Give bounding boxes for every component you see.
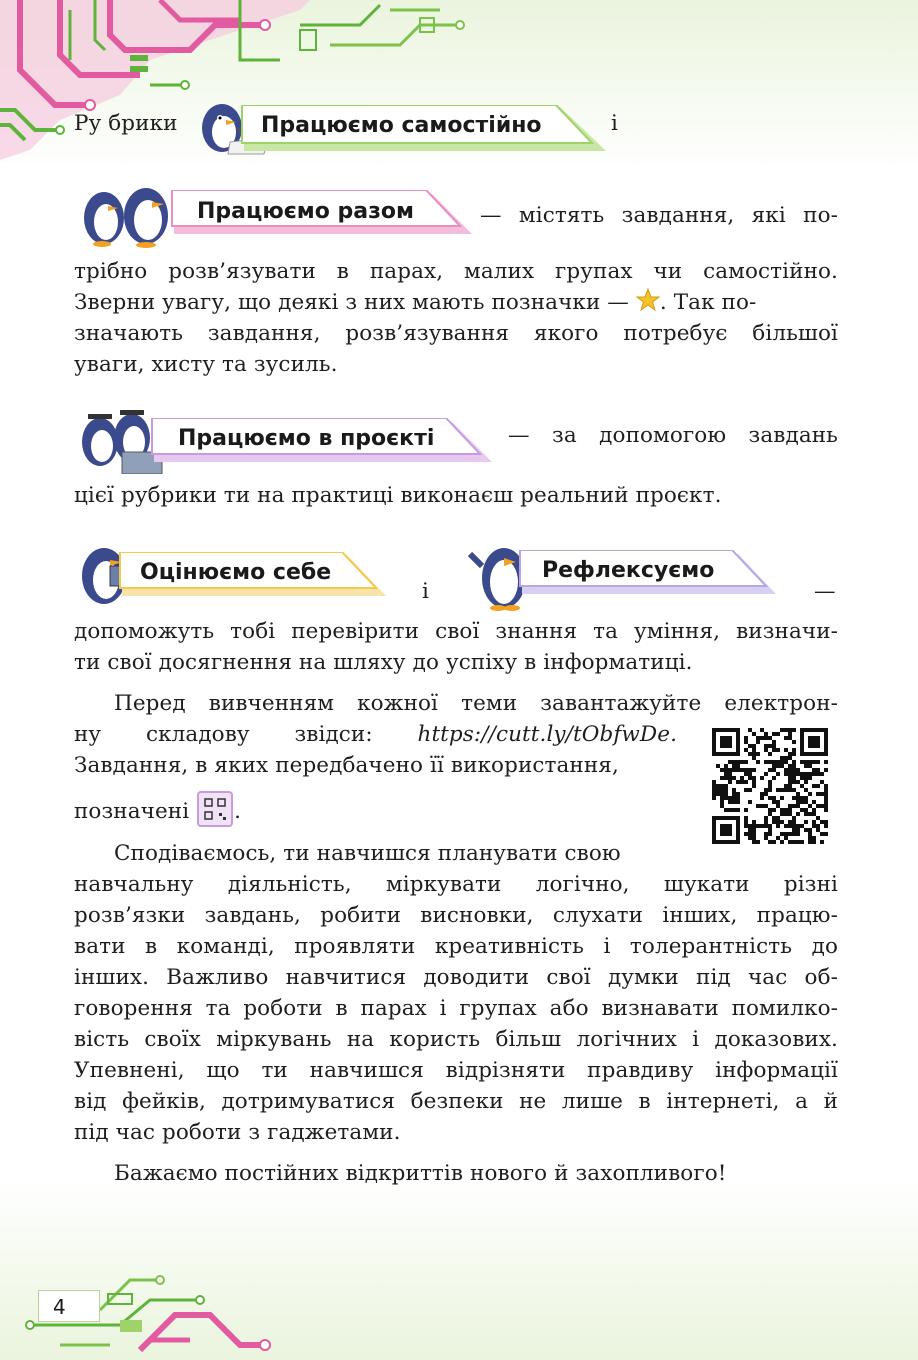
paragraph-line: розв’язки завдань, робити висновки, слухати інших, працю- bbox=[74, 903, 838, 928]
paragraph-line: Перед вивченням кожної теми завантажуйте електрон- bbox=[114, 691, 838, 716]
paragraph-line: Упевнені, що ти навчишся відрізняти правдиву інформації bbox=[74, 1058, 838, 1083]
dash: — bbox=[814, 579, 836, 604]
rubric-label-evaluate: Оцінюємо себе bbox=[140, 560, 332, 585]
together-description: — містять завдання, які по- bbox=[480, 203, 838, 228]
paragraph-line: Завдання, в яких передбачено її використання, bbox=[74, 753, 619, 778]
rubric-label-reflect: Рефлексуємо bbox=[542, 558, 715, 583]
paragraph-line bbox=[74, 287, 838, 318]
paragraph-text: . bbox=[234, 799, 242, 824]
closing-line: Бажаємо постійних відкриттів нового й захопливого! bbox=[114, 1161, 727, 1186]
rubric-label-project: Працюємо в проєкті bbox=[178, 426, 435, 451]
paragraph-line bbox=[74, 719, 677, 750]
paragraph-line: вість своїх міркувань на користь більш логічних і доказових. bbox=[74, 1027, 838, 1052]
conjunction-and: і bbox=[422, 579, 429, 604]
paragraph-line: трібно розв’язувати в парах, малих групах чи самостійно. bbox=[74, 259, 838, 284]
paragraph-line: уваги, хисту та зусиль. bbox=[74, 352, 338, 377]
project-description: — за допомогою завдань bbox=[508, 423, 838, 448]
qr-code[interactable] bbox=[712, 728, 828, 844]
paragraph-line: від фейків, дотримуватися безпеки не лише в інтернеті, а й bbox=[74, 1089, 838, 1114]
paragraph-line: цієї рубрики ти на практиці виконаєш реальний проєкт. bbox=[74, 483, 722, 508]
paragraph-text: ну складову звідси: bbox=[74, 722, 373, 747]
paragraph-text: позначені bbox=[74, 799, 190, 824]
resource-link[interactable]: https://cutt.ly/tObfwDe. bbox=[417, 722, 678, 747]
paragraph-line: допоможуть тобі перевірити свої знання та уміння, визначи- bbox=[74, 619, 838, 644]
rubric-label-together: Працюємо разом bbox=[197, 199, 414, 224]
rubrics-intro-text: Ру брики bbox=[74, 111, 178, 136]
paragraph-line: Сподіваємось, ти навчишся планувати свою bbox=[114, 841, 621, 866]
paragraph-line: значають завдання, розв’язування якого потребує більшої bbox=[74, 321, 838, 346]
paragraph-text: Зверни увагу, що деякі з них мають позначки — bbox=[74, 290, 629, 315]
paragraph-line: ти свої досягнення на шляху до успіху в інформатиці. bbox=[74, 650, 693, 675]
paragraph-line: інших. Важливо навчитися доводити свої думки під час об- bbox=[74, 965, 838, 990]
paragraph-line: навчальну діяльність, міркувати логічно, шукати різні bbox=[74, 872, 838, 897]
conjunction-and: і bbox=[611, 111, 618, 136]
penguins-together-icon bbox=[74, 182, 184, 248]
paragraph-line: вати в команді, проявляти креативність і толерантність до bbox=[74, 934, 838, 959]
qr-badge-icon bbox=[196, 790, 234, 828]
rubric-label-self: Працюємо самостійно bbox=[261, 113, 542, 138]
star-icon bbox=[636, 288, 660, 312]
paragraph-line: під час роботи з гаджетами. bbox=[74, 1120, 401, 1145]
paragraph-text: . Так по- bbox=[659, 290, 757, 315]
page-number: 4 bbox=[38, 1290, 100, 1322]
paragraph-line bbox=[74, 790, 241, 828]
paragraph-line: говорення та роботи в парах і групах або визнавати помилко- bbox=[74, 996, 838, 1021]
